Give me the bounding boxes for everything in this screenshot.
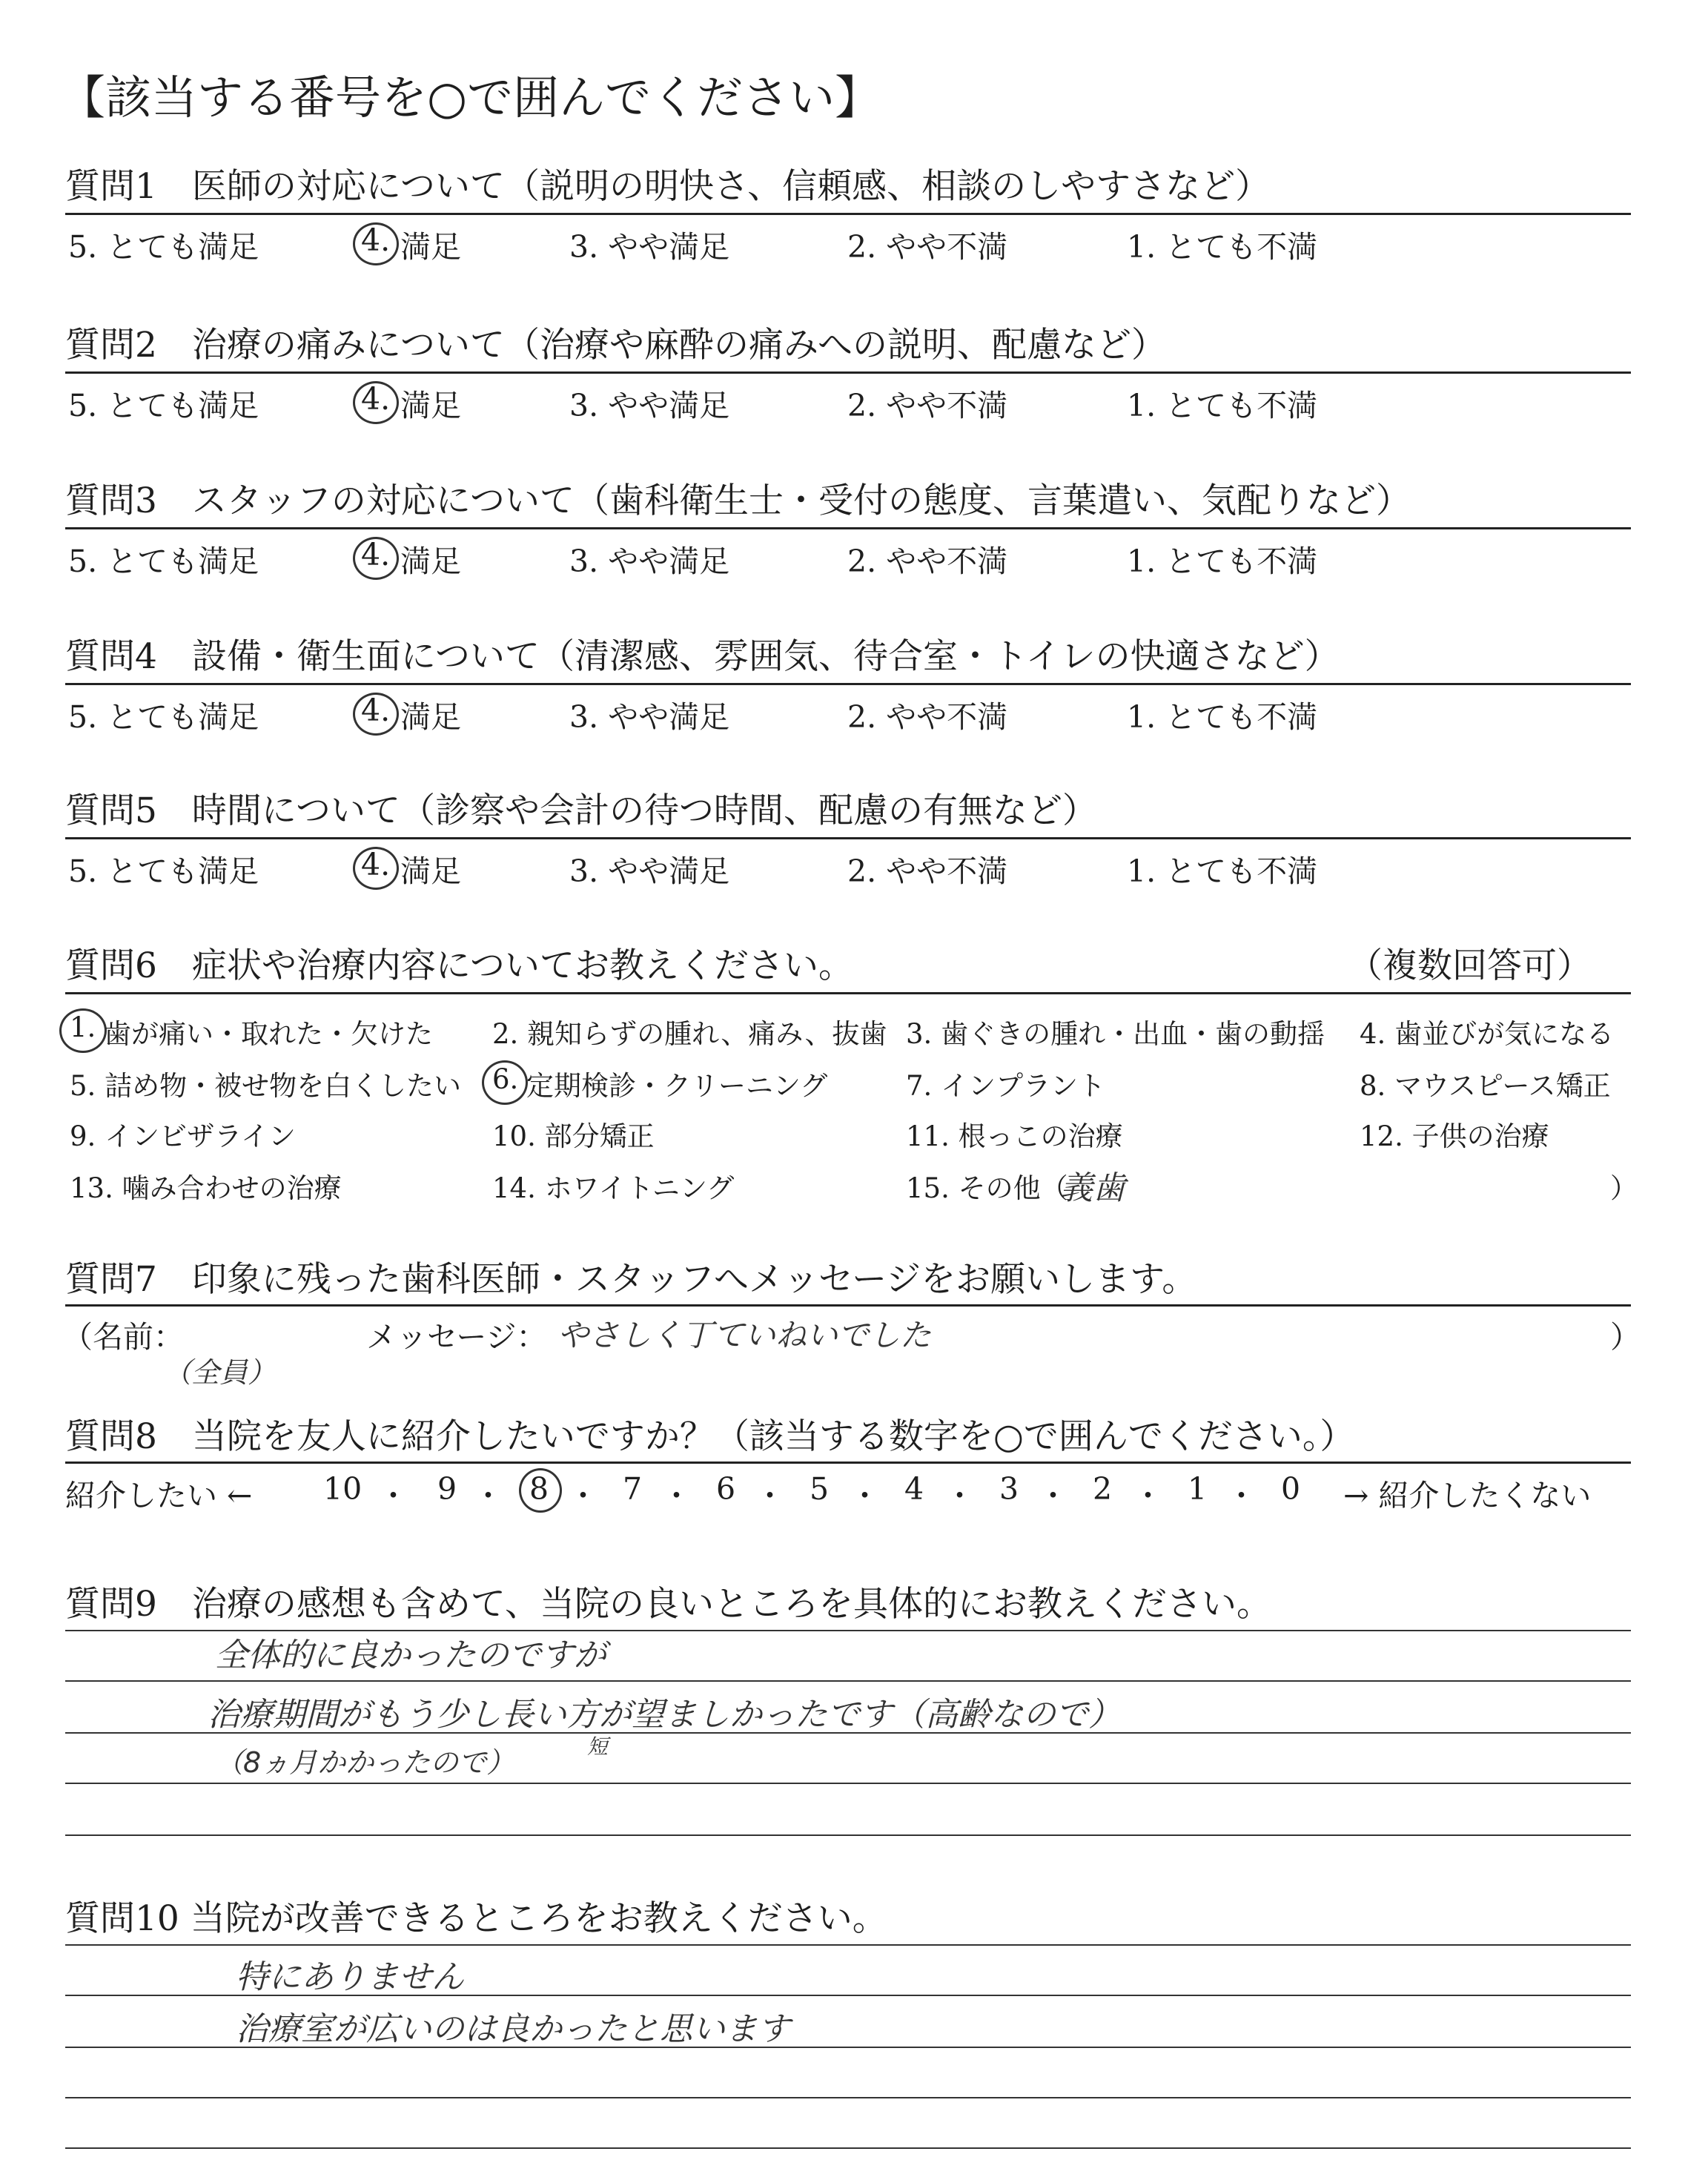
q1-option-1[interactable]: 1. とても不満 (1127, 229, 1318, 265)
q6-option-6-number[interactable]: 6. (492, 1063, 519, 1095)
q2-option-1[interactable]: 1. とても不満 (1127, 388, 1318, 423)
q5-option-4-label: 満足 (400, 853, 461, 889)
q8-dot: ・ (850, 1478, 880, 1513)
q5-option-1[interactable]: 1. とても不満 (1127, 853, 1318, 889)
q8-title: 質問8 当院を友人に紹介したいですか？（該当する数字を○で囲んでください。） (65, 1416, 1355, 1457)
q7-message-label: メッセージ： (366, 1319, 547, 1355)
q8-scale-10[interactable]: 10 (323, 1471, 363, 1507)
q10-line-4 (65, 2097, 1631, 2098)
q6-option-1-circle (59, 1008, 107, 1053)
q5-option-4-number[interactable]: 4. (361, 847, 391, 882)
q4-rule (65, 683, 1631, 685)
q9-line-4 (65, 1783, 1631, 1784)
q7-name-value[interactable]: （全員） (163, 1356, 277, 1389)
q3-option-4-number[interactable]: 4. (361, 537, 391, 572)
q10-line-1 (65, 1944, 1631, 1946)
q1-rule (65, 213, 1631, 215)
q8-scale-8[interactable]: 8 (529, 1471, 549, 1507)
q8-right-label: → 紹介したくない (1343, 1478, 1592, 1513)
q6-option-13[interactable]: 13. 噛み合わせの治療 (70, 1172, 342, 1204)
q3-option-2[interactable]: 2. やや不満 (847, 544, 1008, 579)
q3-option-1[interactable]: 1. とても不満 (1127, 544, 1318, 579)
q7-close: ） (1610, 1319, 1641, 1355)
q2-rule (65, 371, 1631, 374)
q4-option-3[interactable]: 3. やや満足 (569, 699, 730, 735)
q3-option-3[interactable]: 3. やや満足 (569, 544, 730, 579)
q5-option-5[interactable]: 5. とても満足 (68, 853, 259, 889)
q6-option-3[interactable]: 3. 歯ぐきの腫れ・出血・歯の動揺 (906, 1018, 1325, 1050)
q6-option-5[interactable]: 5. 詰め物・被せ物を白くしたい (70, 1070, 462, 1102)
q8-dot: ・ (378, 1478, 408, 1513)
q5-selected-circle (353, 847, 399, 890)
q6-option-12[interactable]: 12. 子供の治療 (1360, 1120, 1549, 1152)
q4-option-4-label: 満足 (400, 699, 461, 735)
q2-option-5[interactable]: 5. とても満足 (68, 388, 259, 423)
q7-rule (65, 1304, 1631, 1307)
q8-dot: ・ (661, 1478, 692, 1513)
q6-option-4[interactable]: 4. 歯並びが気になる (1360, 1018, 1615, 1050)
q8-rule (65, 1462, 1631, 1464)
q6-option-15-close: ） (1610, 1172, 1638, 1204)
q8-scale-2[interactable]: 2 (1093, 1471, 1113, 1507)
q8-scale-0[interactable]: 0 (1281, 1471, 1301, 1507)
q8-dot: ・ (1038, 1478, 1068, 1513)
q3-option-5[interactable]: 5. とても満足 (68, 544, 259, 579)
q6-option-6-label: 定期検診・クリーニング (526, 1070, 828, 1102)
q8-scale-4[interactable]: 4 (904, 1471, 924, 1507)
q8-scale-3[interactable]: 3 (999, 1471, 1019, 1507)
q8-dot: ・ (755, 1478, 785, 1513)
q5-rule (65, 837, 1631, 839)
q3-rule (65, 527, 1631, 529)
q2-option-2[interactable]: 2. やや不満 (847, 388, 1008, 423)
q4-option-5[interactable]: 5. とても満足 (68, 699, 259, 735)
q3-selected-circle (353, 537, 399, 580)
q6-option-11[interactable]: 11. 根っこの治療 (906, 1120, 1123, 1152)
q6-option-10[interactable]: 10. 部分矯正 (492, 1120, 655, 1152)
q6-note: （複数回答可） (1348, 945, 1592, 986)
q6-option-9[interactable]: 9. インビザライン (70, 1120, 296, 1152)
q7-message-value[interactable]: やさしく丁ていねいでした (557, 1317, 932, 1353)
q6-other-text[interactable]: 義歯 (1060, 1169, 1125, 1207)
q1-option-4-label: 満足 (400, 229, 461, 265)
q2-option-3[interactable]: 3. やや満足 (569, 388, 730, 423)
q2-selected-circle (353, 381, 399, 424)
q3-option-4-label: 満足 (400, 544, 461, 579)
q6-option-1-label: 歯が痛い・取れた・欠けた (104, 1018, 433, 1050)
q7-name-label: （名前： (62, 1319, 184, 1355)
q1-option-2[interactable]: 2. やや不満 (847, 229, 1008, 265)
q8-dot: ・ (944, 1478, 975, 1513)
q6-option-15[interactable]: 15. その他（ (906, 1172, 1068, 1204)
q1-option-5: 5. とても満足 (68, 229, 259, 265)
q5-option-3[interactable]: 3. やや満足 (569, 853, 730, 889)
q6-rule (65, 992, 1631, 994)
q8-left-label: 紹介したい ← (65, 1478, 253, 1513)
q10-answer-line-1[interactable]: 特にありません (236, 1958, 464, 1996)
q8-dot: ・ (1226, 1478, 1257, 1513)
q4-option-4-number[interactable]: 4. (361, 693, 391, 728)
q10-line-5 (65, 2147, 1631, 2149)
q5-title: 質問5 時間について（診察や会計の待つ時間、配慮の有無など） (65, 790, 1097, 831)
q9-title: 質問9 治療の感想も含めて、当院の良いところを具体的にお教えください。 (65, 1584, 1271, 1625)
q4-selected-circle (353, 693, 399, 736)
q2-option-4-number[interactable]: 4. (361, 381, 391, 417)
q4-option-2[interactable]: 2. やや不満 (847, 699, 1008, 735)
q4-option-1[interactable]: 1. とても不満 (1127, 699, 1318, 735)
q9-line-2 (65, 1680, 1631, 1682)
q1-option-3[interactable]: 3. やや満足 (569, 229, 730, 265)
q9-annotation: 短 (587, 1734, 609, 1759)
q6-option-1-number[interactable]: 1. (70, 1011, 96, 1043)
q8-scale-5[interactable]: 5 (810, 1471, 830, 1507)
q10-answer-line-2[interactable]: 治療室が広いのは良かったと思います (236, 2010, 790, 2048)
q2-option-4-label: 満足 (400, 388, 461, 423)
q9-answer-line-2[interactable]: 治療期間がもう少し長い方が望ましかったです（高齢なので） (208, 1696, 1121, 1734)
q1-selected-circle (353, 222, 399, 265)
q4-title: 質問4 設備・衛生面について（清潔感、雰囲気、待合室・トイレの快適さなど） (65, 636, 1340, 677)
q6-option-2[interactable]: 2. 親知らずの腫れ、痛み、抜歯 (492, 1018, 887, 1050)
q6-option-8[interactable]: 8. マウスピース矯正 (1360, 1070, 1611, 1102)
q7-title: 質問7 印象に残った歯科医師・スタッフへメッセージをお願いします。 (65, 1259, 1197, 1300)
q5-option-2[interactable]: 2. やや不満 (847, 853, 1008, 889)
q2-title: 質問2 治療の痛みについて（治療や麻酔の痛みへの説明、配慮など） (65, 325, 1167, 366)
q9-line-5 (65, 1834, 1631, 1836)
q6-title: 質問6 症状や治療内容についてお教えください。 (65, 945, 853, 986)
page-heading: 【該当する番号を○で囲んでください】 (59, 70, 881, 125)
q1-title: 質問1 医師の対応について（説明の明快さ、信頼感、相談のしやすさなど） (65, 166, 1271, 207)
q6-option-14[interactable]: 14. ホワイトニング (492, 1172, 735, 1204)
q6-option-6-circle (482, 1060, 528, 1105)
q8-scale-1[interactable]: 1 (1188, 1471, 1208, 1507)
q8-dot: ・ (568, 1478, 598, 1513)
q8-dot: ・ (473, 1478, 503, 1513)
q10-title: 質問10 当院が改善できるところをお教えください。 (65, 1898, 887, 1939)
q8-scale-7[interactable]: 7 (623, 1471, 643, 1507)
q8-scale-9[interactable]: 9 (437, 1471, 457, 1507)
q1-option-4-number[interactable]: 4. (361, 222, 391, 258)
q6-option-7[interactable]: 7. インプラント (906, 1070, 1106, 1102)
q8-scale-6[interactable]: 6 (716, 1471, 736, 1507)
q9-answer-line-3[interactable]: （8ヵ月かかったので） (215, 1746, 515, 1779)
q3-title: 質問3 スタッフの対応について（歯科衛生士・受付の態度、言葉遣い、気配りなど） (65, 480, 1411, 521)
q8-dot: ・ (1133, 1478, 1163, 1513)
q8-selected-circle (519, 1468, 562, 1513)
q9-answer-line-1[interactable]: 全体的に良かったのですが (215, 1636, 606, 1674)
